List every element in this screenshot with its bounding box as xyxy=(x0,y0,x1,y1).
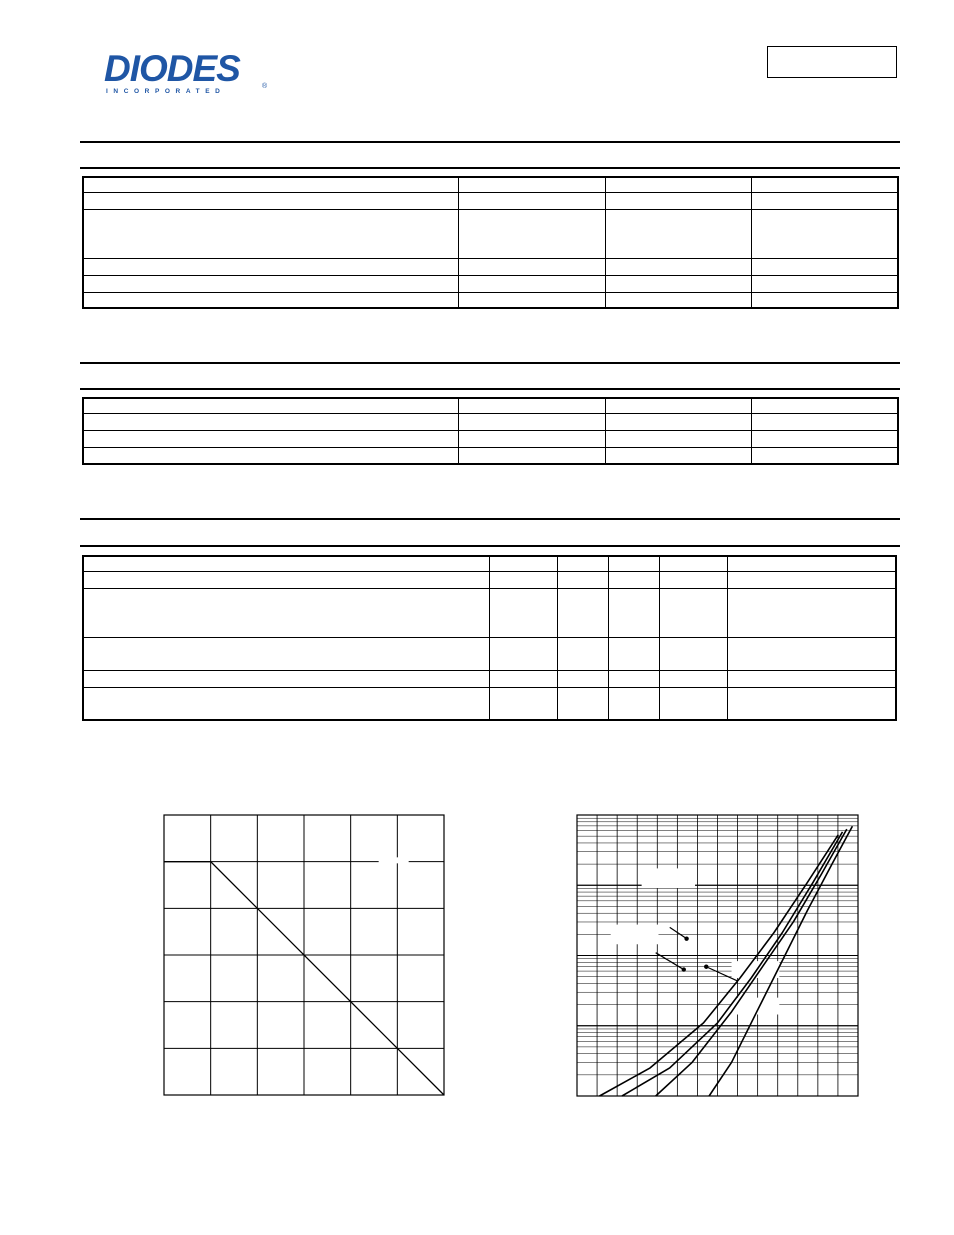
logo-subtitle: INCORPORATED xyxy=(106,88,226,95)
section-1-rule-top xyxy=(80,141,900,143)
table-1 xyxy=(82,176,899,309)
table-row xyxy=(83,413,898,430)
table-3 xyxy=(82,555,897,721)
table-2 xyxy=(82,397,899,465)
logo-wordmark: DIODES xyxy=(104,48,240,89)
part-number-box xyxy=(767,46,897,78)
forward-characteristics-chart xyxy=(576,814,860,1098)
diodes-logo xyxy=(104,50,270,100)
series-line xyxy=(709,826,852,1096)
table-row xyxy=(83,430,898,447)
table-row xyxy=(83,556,896,571)
section-3-rule-bottom xyxy=(80,545,900,547)
table-row xyxy=(83,687,896,720)
series-line xyxy=(600,835,839,1096)
annotation-arrowhead xyxy=(704,965,708,969)
table-row xyxy=(83,177,898,192)
registered-mark: ® xyxy=(262,83,268,90)
table-row xyxy=(83,292,898,308)
section-3-rule-top xyxy=(80,518,900,520)
table-row xyxy=(83,192,898,209)
section-1-rule-bottom xyxy=(80,167,900,169)
table-row xyxy=(83,447,898,464)
annotation-arrowhead xyxy=(684,936,688,940)
legend-label-area xyxy=(732,961,780,978)
derating-chart xyxy=(163,814,445,1096)
section-2-rule-bottom xyxy=(80,388,900,390)
legend-label-area xyxy=(611,925,659,945)
table-row xyxy=(83,209,898,258)
legend-label-area xyxy=(379,857,409,863)
table-row xyxy=(83,258,898,275)
table-row xyxy=(83,571,896,588)
annotation-arrowhead xyxy=(682,967,686,971)
table-row xyxy=(83,275,898,292)
table-row xyxy=(83,398,898,413)
table-row xyxy=(83,637,896,670)
table-row xyxy=(83,670,896,687)
table-row xyxy=(83,588,896,637)
annotation-arrow xyxy=(670,927,687,938)
legend-label-area xyxy=(642,868,695,888)
section-2-rule-top xyxy=(80,362,900,364)
